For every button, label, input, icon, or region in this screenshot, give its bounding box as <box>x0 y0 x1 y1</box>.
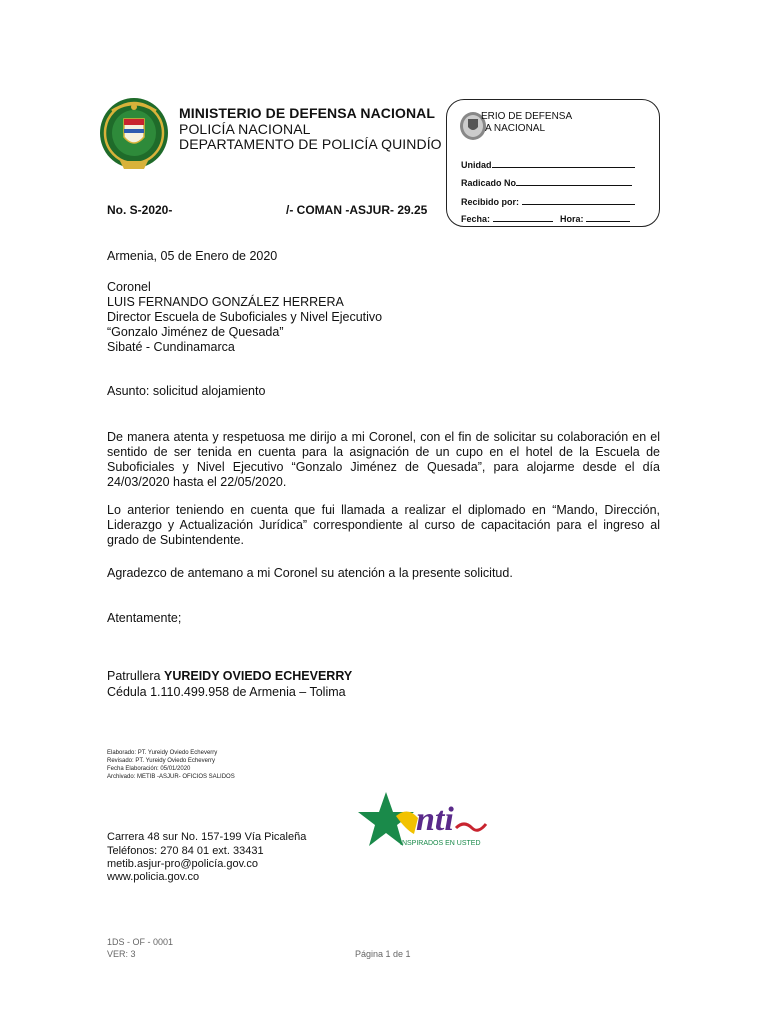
meta-archivado: Archivado: METIB -ASJUR- OFICIOS SALIDOS <box>107 774 235 780</box>
footer-code: 1DS - OF - 0001 <box>107 937 174 947</box>
nti-logo-word: nti <box>416 801 454 838</box>
nti-logo <box>356 790 488 856</box>
meta-elaborado: Elaborado: PT. Yureidy Oviedo Echeverry <box>107 750 218 756</box>
stamp-fecha-label: Fecha: <box>461 214 491 224</box>
body-paragraph-1: De manera atenta y respetuosa me dirijo a mi Coronel, con el fin de solicitar su colaboración en el sentido de ser tenida en cuenta para la asignación de un cupo en el hotel de la Escuela de Suboficiales y Nivel Ejecutivo “Gonzalo Jiménez de Quesada”, para alojarme desde el día 24/03/2020 hasta el 22/05/2020. <box>107 430 660 489</box>
meta-fecha: Fecha Elaboración: 05/01/2020 <box>107 766 191 772</box>
reference-code: /- COMAN -ASJUR- 29.25 <box>286 203 428 217</box>
header-department: DEPARTAMENTO DE POLICÍA QUINDÍO <box>179 136 442 152</box>
reception-stamp <box>446 99 660 227</box>
header-ministry: MINISTERIO DE DEFENSA NACIONAL <box>179 105 436 121</box>
subject-line: Asunto: solicitud alojamiento <box>107 384 266 398</box>
recipient-name: LUIS FERNANDO GONZÁLEZ HERRERA <box>107 295 344 309</box>
stamp-unidad-line <box>492 159 635 168</box>
nti-logo-tagline: INSPIRADOS EN USTED <box>400 840 481 847</box>
date-line: Armenia, 05 de Enero de 2020 <box>107 249 278 263</box>
contact-address: Carrera 48 sur No. 157-199 Vía Picaleña <box>107 831 307 843</box>
stamp-radicado <box>461 177 632 188</box>
signature-rank: Patrullera <box>107 669 161 683</box>
signature-name: YUREIDY OVIEDO ECHEVERRY <box>163 669 353 683</box>
stamp-radicado-label: Radicado No <box>461 178 517 188</box>
stamp-radicado-line <box>516 177 632 186</box>
recipient-position: Director Escuela de Suboficiales y Nivel Ejecutivo <box>107 310 383 324</box>
contact-phone: Teléfonos: 270 84 01 ext. 33431 <box>107 845 264 857</box>
footer-page: Página 1 de 1 <box>355 949 411 959</box>
stamp-fecha-line <box>493 213 553 222</box>
recipient-location: Sibaté - Cundinamarca <box>107 340 235 354</box>
recipient-school: “Gonzalo Jiménez de Quesada” <box>107 325 284 339</box>
footer-version: VER: 3 <box>107 949 136 959</box>
contact-email[interactable]: metib.asjur-pro@policía.gov.co <box>107 858 258 870</box>
meta-revisado: Revisado: PT. Yureidy Oviedo Echeverry <box>107 758 215 764</box>
stamp-unidad-label: Unidad <box>461 160 492 170</box>
stamp-title-line2: A NACIONAL <box>485 123 546 134</box>
reference-number: No. S-2020- <box>107 203 173 217</box>
closing-line: Atentamente; <box>107 611 182 625</box>
signature-id: Cédula 1.110.499.958 de Armenia – Tolima <box>107 685 346 699</box>
stamp-hora-label: Hora: <box>560 214 584 224</box>
header-police: POLICÍA NACIONAL <box>179 121 311 137</box>
body-paragraph-2: Lo anterior teniendo en cuenta que fui llamada a realizar el diplomado en “Mando, Dirección, Liderazgo y Actualización Jurídica” correspondiente al curso de capacitación para el ingreso al grado de Subintendente. <box>107 503 660 547</box>
stamp-recibido-line <box>522 196 635 205</box>
recipient-rank: Coronel <box>107 280 151 294</box>
signature-line <box>107 669 352 684</box>
stamp-unidad <box>461 159 635 170</box>
contact-website[interactable]: www.policia.gov.co <box>107 871 200 883</box>
stamp-hora-line <box>586 213 630 222</box>
stamp-fecha-hora <box>461 213 630 224</box>
body-paragraph-3: Agradezco de antemano a mi Coronel su atención a la presente solicitud. <box>107 566 513 580</box>
stamp-recibido-label: Recibido por: <box>461 197 519 207</box>
police-emblem-icon <box>98 95 170 175</box>
stamp-recibido <box>461 196 635 207</box>
stamp-title-line1: ERIO DE DEFENSA <box>481 111 573 122</box>
